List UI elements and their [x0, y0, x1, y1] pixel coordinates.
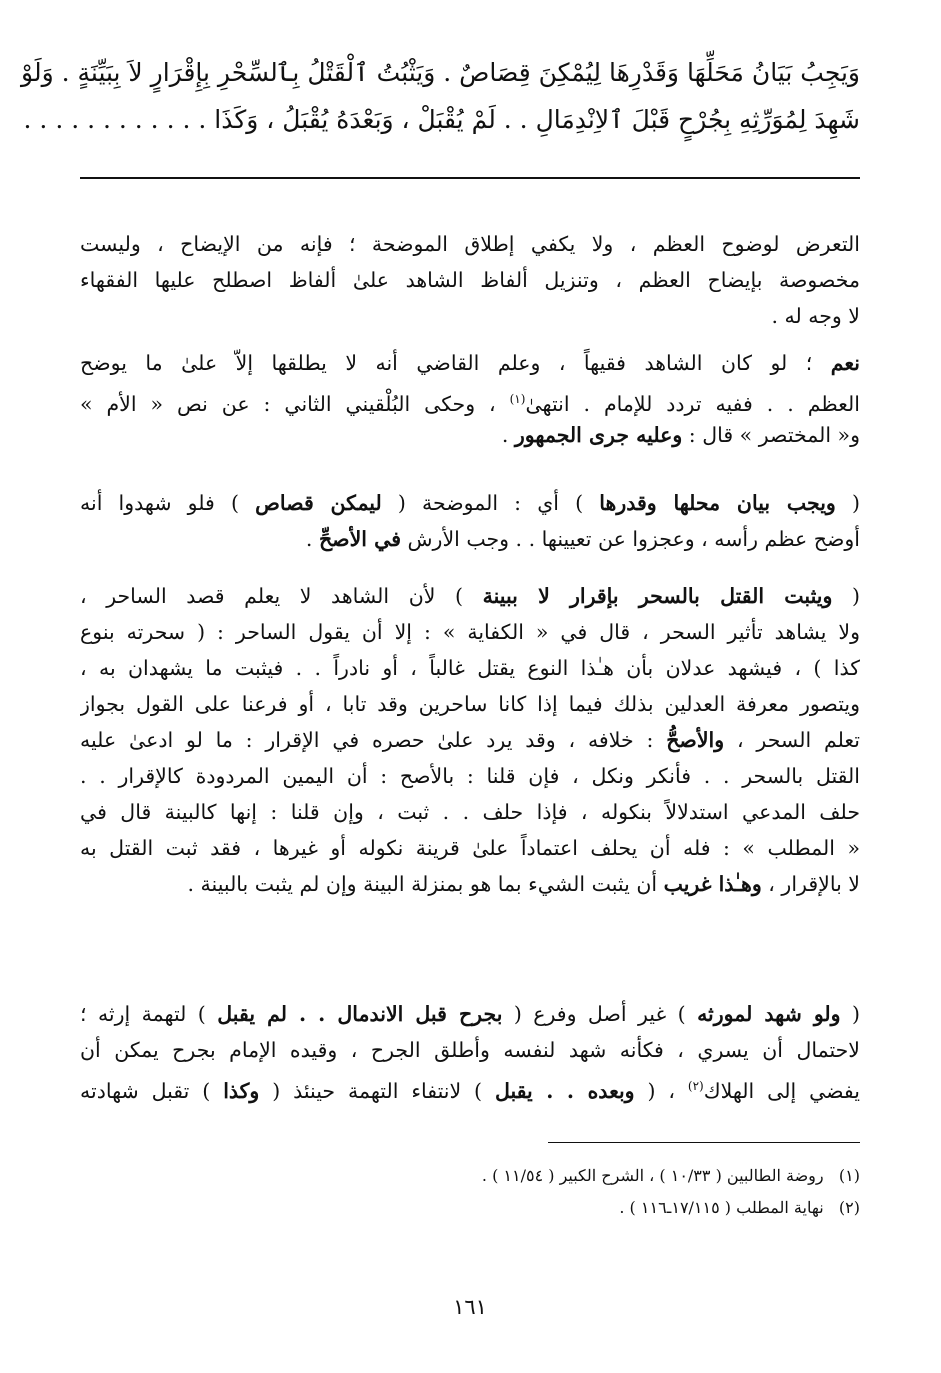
commentary-paragraph-2 [80, 345, 860, 453]
commentary-line [80, 417, 860, 453]
commentary-line: التعرض لوضوح العظم ، ولا يكفي إطلاق الموضحة ؛ فإنه من الإيضاح ، وليست [80, 232, 860, 256]
footnote-marker[interactable]: (١) [509, 392, 526, 406]
text-run: . [305, 527, 319, 551]
commentary-line [80, 381, 860, 417]
footnote-marker[interactable]: (٢) [687, 1079, 704, 1093]
bold-matn-quote: وبعده . . يقبل [494, 1078, 635, 1103]
text-run: ، وحكى البُلْقيني الثاني : عن نص « الأم » [80, 391, 510, 416]
text-run: ) لأن الشاهد لا يعلم قصد الساحر ، [80, 584, 483, 608]
footnote-number: (١) [838, 1166, 860, 1185]
bold-term: والأصحُّ [666, 728, 725, 752]
text-run: ) تقبل شهادته [80, 1078, 224, 1103]
bold-matn-quote: ولو شهد لمورثه [697, 1002, 841, 1026]
commentary-line [80, 1068, 860, 1104]
text-run: ) أي : الموضحة ( [381, 491, 600, 515]
text-run: يفضي إلى الهلاك [703, 1078, 860, 1103]
matn-line-1: وَيَجِبُ بَيَانُ مَحَلِّهَا وَقَدْرِهَا لِيُمْكِنَ قِصَاصٌ . وَيَثْبُتُ ٱلْقَتْلُ بِٱلسِّحْرِ بِإِقْرَارٍ لاَ بِبَيِّنَةٍ . وَلَوْ [21, 58, 860, 87]
commentary-line [80, 485, 860, 521]
text-run: و« المختصر » قال : [682, 423, 860, 447]
text-run: ؛ لو كان الشاهد فقيهاً ، وعلم القاضي أنه لا يطلقها إلاّ علىٰ ما يوضح [80, 351, 831, 375]
footnote-2 [160, 1194, 860, 1222]
commentary-line: لا وجه له . [771, 304, 860, 328]
commentary-paragraph-1 [80, 226, 860, 334]
commentary-line [80, 521, 860, 557]
text-run: : خلافه ، وقد يرد علىٰ حصره في الإقرار : ما لو ادعىٰ عليه [80, 728, 667, 752]
commentary-line: ويتصور معرفة العدلين بذلك فيما إذا كانا ساحرين وقد تابا ، أو فرعنا على القول بجواز [80, 692, 860, 716]
text-run: ) غير أصل وفرع ( [502, 1002, 698, 1026]
bold-term: وعليه جرى الجمهور [514, 423, 683, 447]
commentary-paragraph-4 [80, 578, 860, 902]
text-run: أن يثبت الشيء بما هو بمنزلة البينة وإن لم يثبت بالبينة . [187, 872, 664, 896]
commentary-line [80, 345, 860, 381]
commentary-line: حلف المدعي استدلالاً بنكوله ، فإذا حلف . . ثبت ، وإن قلنا : إنها كالبينة قال في [80, 800, 860, 824]
commentary-line [80, 722, 860, 758]
matn-separator-rule [80, 177, 860, 179]
text-run: ، ( [634, 1078, 688, 1103]
commentary-line: مخصوصة بإيضاح العظم ، وتنزيل ألفاظ الشاهد علىٰ ألفاظ اصطلح عليها الفقهاء [80, 268, 860, 292]
bold-matn-quote: بجرح قبل الاندمال . . لم يقبل [217, 1002, 503, 1026]
page-number: ١٦١ [453, 1295, 487, 1319]
commentary-line: القتل بالسحر . . فأنكر ونكل ، فإن قلنا : بالأصح : أن اليمين المردودة كالإقرار . . [80, 764, 860, 788]
commentary-paragraph-3 [80, 485, 860, 557]
text-run: ( [832, 584, 860, 608]
commentary-line: لاحتمال أن يسري ، فكأنه شهد لنفسه وأطلق الجرح ، وقيده الإمام بجرح يمكن أن [80, 1038, 860, 1062]
footnote-separator-rule [548, 1142, 860, 1143]
text-run: ( [835, 491, 860, 515]
text-run: ( [840, 1002, 860, 1026]
text-run: ) فلو شهدوا أنه [80, 491, 256, 515]
footnote-text: نهاية المطلب ( ١٧/١١٥ـ١١٦ ) . [619, 1198, 824, 1217]
bold-term: نعم [830, 351, 860, 375]
bold-matn-quote: ويجب بيان محلها وقدرها [599, 491, 836, 515]
bold-matn-quote: ويثبت القتل بالسحر بإقرار لا ببينة [482, 584, 833, 608]
commentary-line: كذا ) ، فيشهد عدلان بأن هـٰذا النوع يقتل غالباً ، أو نادراً . . فيثبت ما يشهدان به ، [80, 656, 860, 680]
text-run: لا بالإقرار ، [761, 872, 860, 896]
footnote-number: (٢) [838, 1198, 860, 1217]
commentary-line [80, 578, 860, 614]
text-run: أوضح عظم رأسه ، وعجزوا عن تعيينها . . وجب الأرش [401, 527, 860, 551]
commentary-line: ولا يشاهد تأثير السحر ، قال في « الكفاية » : إلا أن يقول الساحر : ( سحرته بنوع [80, 620, 860, 644]
commentary-paragraph-5 [80, 996, 860, 1104]
text-run: . [501, 423, 515, 447]
text-run: تعلم السحر ، [724, 728, 860, 752]
text-run: العظم . . ففيه تردد للإمام . انتهىٰ [525, 391, 860, 416]
text-run: ) لتهمة إرثه ؛ [80, 1002, 218, 1026]
footnote-text: روضة الطالبين ( ١٠/٣٣ ) ، الشرح الكبير ( ١١/٥٤ ) . [481, 1166, 824, 1185]
text-run: ) لانتفاء التهمة حينئذ ( [259, 1078, 495, 1103]
commentary-line [80, 866, 860, 902]
bold-matn-quote: وكذا [223, 1078, 260, 1103]
commentary-line: « المطلب » : فله أن يحلف اعتماداً علىٰ قرينة نكوله أو غيرها ، فقد ثبت القتل به [80, 836, 860, 860]
bold-term: في الأصحِّ [318, 527, 401, 551]
bold-term: وهـٰذا غريب [663, 872, 762, 896]
footnote-1 [160, 1162, 860, 1190]
matn-line-2: شَهِدَ لِمُوَرِّثِهِ بِجُرْحٍ قَبْلَ ٱلاِنْدِمَالِ . . لَمْ يُقْبَلْ ، وَبَعْدَهُ يُقْبَلُ ، وَكَذَا . . . . . . . . . . . . [23, 105, 860, 134]
commentary-line [80, 996, 860, 1032]
bold-matn-quote: ليمكن قصاص [255, 491, 382, 515]
